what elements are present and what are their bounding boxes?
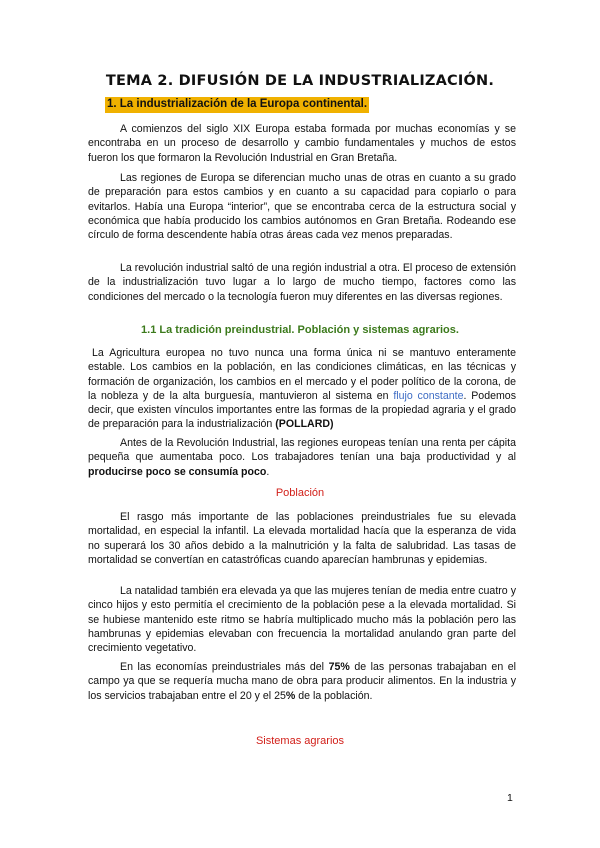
paragraph-8-bold-pct: % bbox=[285, 689, 296, 702]
paragraph-8-text-b: de las personas trabajaban en el campo ya que se requería mucha mano de obra para producir alimentos. En la industria y los servicios trabajaban entre el 20 y el 25 bbox=[88, 661, 516, 702]
paragraph-5-text-b: . bbox=[266, 465, 270, 478]
paragraph-3: La revolución industrial saltó de una región industrial a otra. El proceso de extensión de la industrialización tuvo lugar a lo largo de mucho tiempo, factores como las condiciones del mercado o la tecnología fueron muy diferentes en las diversas regiones. bbox=[88, 262, 516, 303]
paragraph-6: El rasgo más importante de las poblaciones preindustriales fue su elevada mortalidad, en especial la infantil. La elevada mortalidad hacía que la esperanza de vida no superará los 30 años debido a la malnutrición y la falta de salubridad. Las tasas de mortalidad se convertían en catastróficas cuando aparecían hambrunas y epidemias. bbox=[88, 511, 516, 566]
paragraph-8-text-a: En las economías preindustriales más del bbox=[120, 661, 329, 673]
document-title: TEMA 2. DIFUSIÓN DE LA INDUSTRIALIZACIÓN. bbox=[105, 73, 495, 89]
paragraph-4 bbox=[88, 346, 516, 432]
paragraph-5-text-a: Antes de la Revolución Industrial, las regiones europeas tenían una renta per cápita pequeña que aumentaba poco. Los trabajadores tenían una baja productividad y al bbox=[88, 437, 516, 464]
paragraph-8-text-c: de la población. bbox=[295, 689, 373, 702]
flujo-constante-link[interactable]: flujo constante bbox=[393, 389, 464, 402]
paragraph-5-bold: producirse poco se consumía poco bbox=[88, 465, 267, 478]
paragraph-8-bold-75: 75% bbox=[328, 661, 350, 673]
section-heading-1: 1. La industrialización de la Europa continental. bbox=[105, 97, 369, 113]
sistemas-agrarios-heading: Sistemas agrarios bbox=[255, 735, 345, 747]
paragraph-4-text-b: . Podemos decir, que existen vínculos importantes entre las formas de la propiedad agraria y el grado de preparación para la industrialización bbox=[88, 389, 516, 431]
paragraph-1: A comienzos del siglo XIX Europa estaba formada por muchas economías y se encontraba en un proceso de desarrollo y cambio fundamentales y muchos de estos fueron los que formaron la Revolución Industrial en Gran Bretaña. bbox=[88, 123, 516, 164]
paragraph-4-text-a: La Agricultura europea no tuvo nunca una forma única ni se mantuvo enteramente estable. Los cambios en la población, en las condiciones climáticas, en las técnicas y formación de organización, los cambios en el mercado y el poder político de la corona, de la nobleza y de la alta burguesía, mantuvieron al sistema en bbox=[88, 347, 516, 402]
section-heading-1-1: 1.1 La tradición preindustrial. Población y sistemas agrarios. bbox=[141, 324, 459, 336]
paragraph-8 bbox=[88, 660, 516, 703]
page-number: 1 bbox=[507, 792, 513, 804]
paragraph-5 bbox=[88, 436, 516, 479]
paragraph-2: Las regiones de Europa se diferencian mucho unas de otras en cuanto a su grado de preparación para estos cambios y en cuanto a su capacidad para copiarlo o para evitarlos. Había una Europa “interior”, que se encontraba cerca de la estructura social y económica que había producido los cambios autónomos en Gran Bretaña. Rodeando ese círculo de forma descendente había otras áreas cada vez menos preparadas. bbox=[88, 172, 516, 242]
paragraph-7: La natalidad también era elevada ya que las mujeres tenían de media entre cuatro y cinco hijos y esto permitía el crecimiento de la población pese a la elevada mortalidad. Si se hubiese mantenido este ritmo se habría multiplicado mucho más la población pero las hambrunas y epidemias elevaban con frecuencia la mortalidad anulando gran parte del crecimiento vegetativo. bbox=[88, 585, 516, 655]
pollard-reference: (POLLARD) bbox=[275, 418, 334, 431]
poblacion-heading: Población bbox=[275, 487, 325, 499]
